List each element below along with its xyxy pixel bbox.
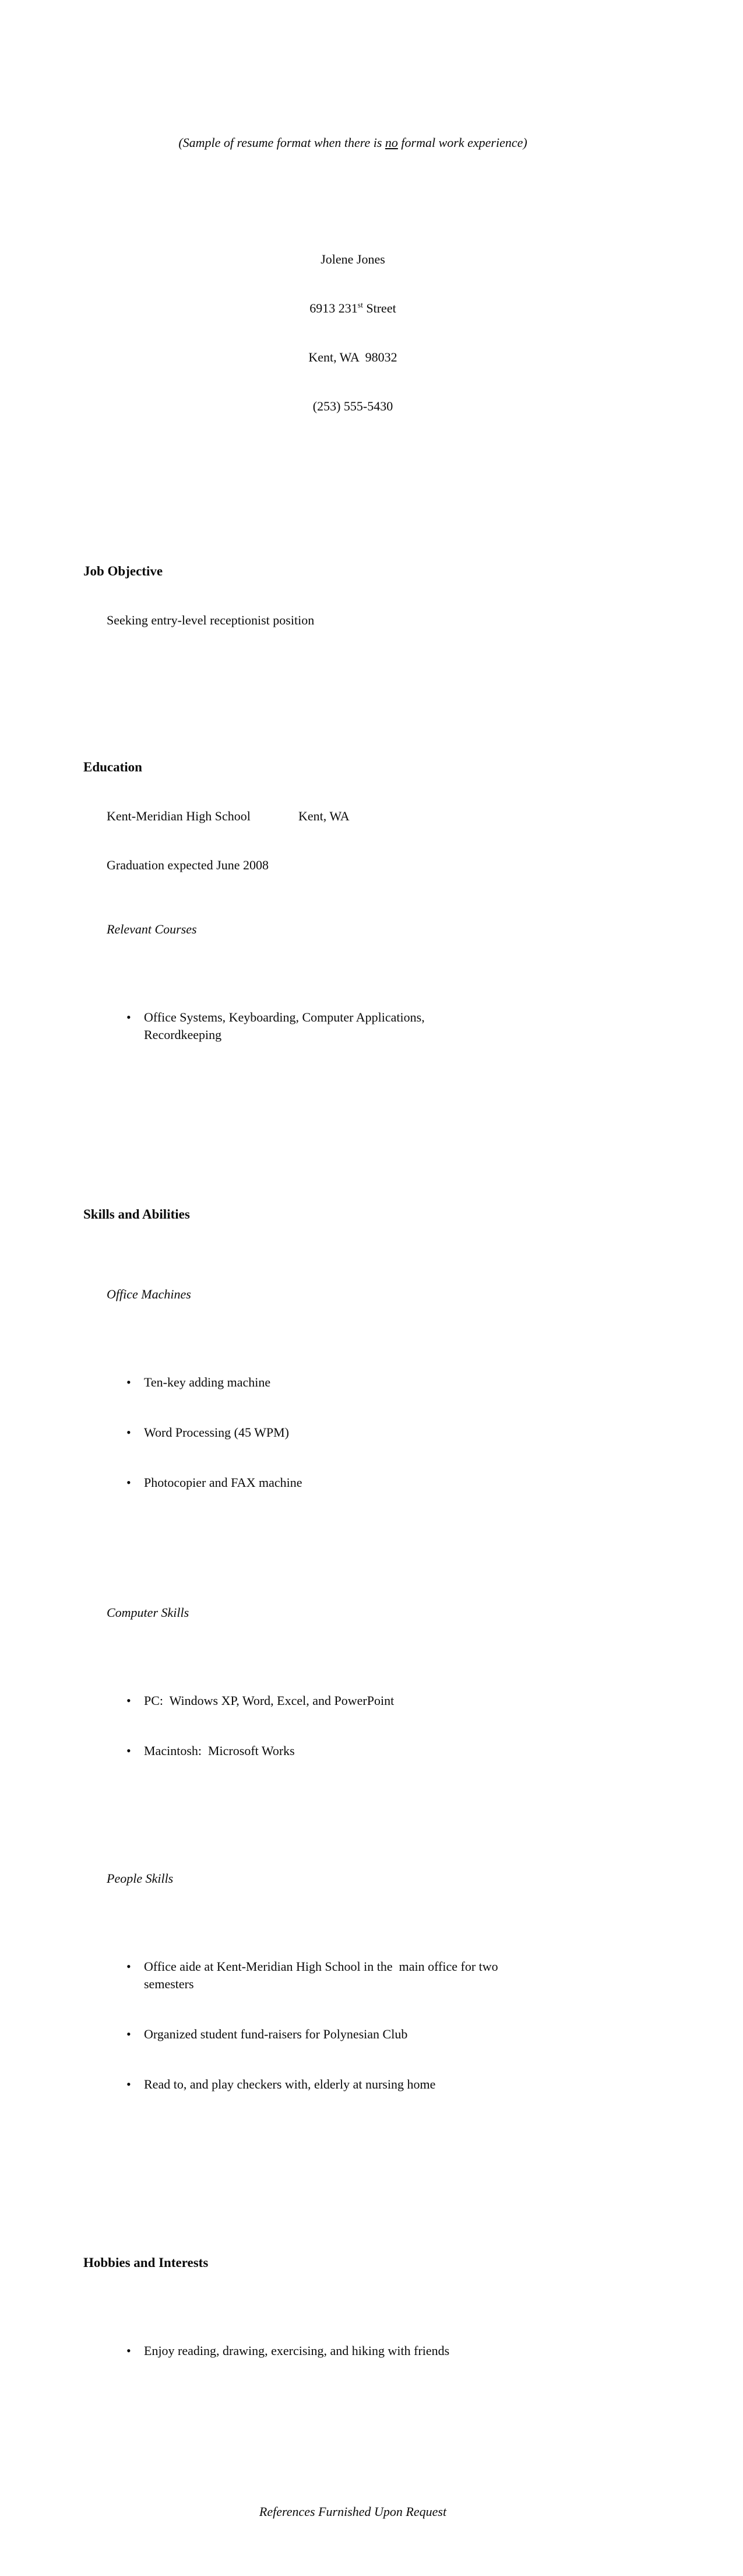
references-note: References Furnished Upon Request [259, 2504, 447, 2519]
phone-number: (253) 555-5430 [312, 399, 393, 413]
relevant-courses-list [83, 976, 622, 1076]
school-location: Kent, WA [298, 809, 350, 823]
school-name: Kent-Meridian High School [107, 809, 251, 823]
section-education [83, 710, 622, 1109]
skills-heading: Skills and Abilities [83, 1207, 190, 1222]
list-item: • Photocopier and FAX machine [83, 1474, 503, 1491]
people-skills-subheading: People Skills [107, 1871, 174, 1886]
address-street-line [83, 300, 622, 317]
section-skills-abilities [83, 1158, 622, 2159]
list-item: • Macintosh: Microsoft Works [83, 1742, 503, 1760]
education-school-line [107, 808, 622, 824]
address-ordinal-suffix: st [357, 300, 363, 310]
computer-skills-list [83, 1659, 622, 1792]
relevant-courses-subheading: Relevant Courses [107, 922, 197, 936]
computer-skills-subheading: Computer Skills [107, 1605, 189, 1620]
sample-note-suffix: formal work experience) [397, 135, 527, 150]
address-street-word: Street [362, 301, 396, 315]
address-city-line: Kent, WA 98032 [308, 350, 397, 364]
address-number: 6913 231 [309, 301, 358, 315]
section-job-objective [83, 496, 622, 661]
list-item: • Word Processing (45 WPM) [83, 1424, 503, 1441]
list-item: • Ten-key adding machine [83, 1374, 503, 1391]
list-item: • Read to, and play checkers with, elderly at nursing home [83, 2076, 503, 2093]
section-hobbies-interests [83, 2208, 622, 2425]
list-item: • Organized student fund-raisers for Polynesian Club [83, 2026, 503, 2043]
sample-note-prefix: (Sample of resume format when there is [178, 135, 385, 150]
sample-note [83, 135, 622, 151]
list-item: • Office aide at Kent-Meridian High School in the main office for two semesters [83, 1958, 503, 1993]
job-objective-heading: Job Objective [83, 564, 163, 578]
hobbies-heading: Hobbies and Interests [83, 2255, 209, 2270]
people-skills-list [83, 1925, 622, 2126]
contact-block [83, 219, 622, 447]
sample-note-underlined-word: no [385, 135, 398, 150]
list-item: • Enjoy reading, drawing, exercising, and hiking with friends [83, 2342, 503, 2360]
office-machines-list [83, 1341, 622, 1524]
list-item: • Office Systems, Keyboarding, Computer Applications, Recordkeeping [83, 1009, 503, 1044]
list-item: • PC: Windows XP, Word, Excel, and PowerPoint [83, 1692, 503, 1710]
job-objective-text: Seeking entry-level receptionist position [107, 613, 315, 627]
education-heading: Education [83, 760, 142, 774]
office-machines-subheading: Office Machines [107, 1287, 191, 1301]
hobbies-list [83, 2310, 622, 2392]
graduation-line: Graduation expected June 2008 [107, 858, 269, 872]
person-name: Jolene Jones [321, 252, 385, 266]
